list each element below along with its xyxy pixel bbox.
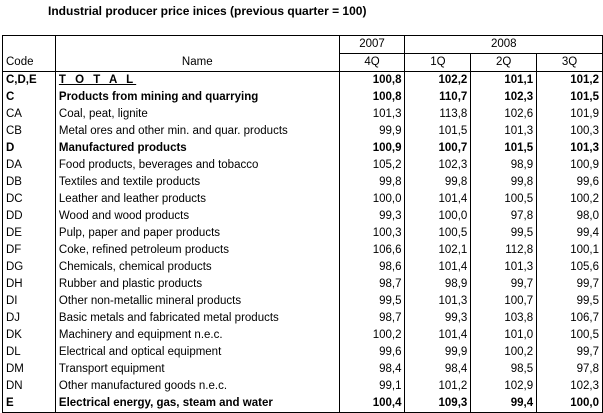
row-value: 101,2 bbox=[537, 72, 603, 90]
row-value: 100,8 bbox=[339, 72, 405, 90]
row-value: 101,9 bbox=[537, 106, 603, 123]
table-row bbox=[3, 157, 603, 174]
row-code: DK bbox=[3, 327, 56, 344]
row-value: 113,8 bbox=[405, 106, 471, 123]
row-code: DE bbox=[3, 225, 56, 242]
row-value: 101,3 bbox=[405, 293, 471, 310]
row-value: 101,5 bbox=[405, 123, 471, 140]
row-value: 98,9 bbox=[471, 157, 537, 174]
row-code: DF bbox=[3, 242, 56, 259]
row-name: Wood and wood products bbox=[55, 208, 339, 225]
row-value: 99,5 bbox=[471, 225, 537, 242]
row-value: 100,9 bbox=[339, 140, 405, 157]
row-value: 100,5 bbox=[471, 191, 537, 208]
price-index-table bbox=[2, 35, 603, 413]
row-value: 100,3 bbox=[537, 123, 603, 140]
row-value: 99,8 bbox=[405, 174, 471, 191]
row-value: 100,0 bbox=[537, 395, 603, 413]
row-value: 98,9 bbox=[405, 276, 471, 293]
row-value: 102,9 bbox=[471, 378, 537, 395]
row-name: Other manufactured goods n.e.c. bbox=[55, 378, 339, 395]
row-value: 102,3 bbox=[405, 157, 471, 174]
row-value: 99,5 bbox=[339, 293, 405, 310]
row-code: E bbox=[3, 395, 56, 413]
row-value: 101,2 bbox=[405, 378, 471, 395]
row-value: 99,6 bbox=[537, 174, 603, 191]
row-value: 98,6 bbox=[339, 259, 405, 276]
row-value: 110,7 bbox=[405, 89, 471, 106]
row-code: DL bbox=[3, 344, 56, 361]
row-name: Pulp, paper and paper products bbox=[55, 225, 339, 242]
row-value: 106,7 bbox=[537, 310, 603, 327]
header-name: Name bbox=[55, 54, 339, 72]
row-name: T O T A L bbox=[55, 72, 339, 90]
row-value: 99,5 bbox=[537, 293, 603, 310]
row-value: 100,9 bbox=[537, 157, 603, 174]
row-value: 100,2 bbox=[339, 327, 405, 344]
header-quarter: 4Q bbox=[339, 54, 405, 72]
row-code: DN bbox=[3, 378, 56, 395]
row-name: Metal ores and other min. and quar. products bbox=[55, 123, 339, 140]
row-name: Rubber and plastic products bbox=[55, 276, 339, 293]
row-value: 99,7 bbox=[537, 344, 603, 361]
row-value: 101,3 bbox=[537, 140, 603, 157]
row-value: 101,5 bbox=[471, 140, 537, 157]
header-quarter: 1Q bbox=[405, 54, 471, 72]
row-value: 101,0 bbox=[471, 327, 537, 344]
row-value: 101,3 bbox=[471, 123, 537, 140]
table-row bbox=[3, 72, 603, 90]
row-value: 97,8 bbox=[537, 361, 603, 378]
row-value: 109,3 bbox=[405, 395, 471, 413]
table-row bbox=[3, 310, 603, 327]
header-code: Code bbox=[3, 54, 56, 72]
row-value: 98,5 bbox=[471, 361, 537, 378]
row-value: 100,1 bbox=[537, 242, 603, 259]
row-code: DD bbox=[3, 208, 56, 225]
row-name: Products from mining and quarrying bbox=[55, 89, 339, 106]
row-value: 98,4 bbox=[405, 361, 471, 378]
row-value: 99,4 bbox=[537, 225, 603, 242]
table-row bbox=[3, 327, 603, 344]
row-value: 101,4 bbox=[405, 259, 471, 276]
row-code: DJ bbox=[3, 310, 56, 327]
row-name: Food products, beverages and tobacco bbox=[55, 157, 339, 174]
row-value: 100,5 bbox=[537, 327, 603, 344]
row-code: DM bbox=[3, 361, 56, 378]
row-value: 99,7 bbox=[537, 276, 603, 293]
row-name: Manufactured products bbox=[55, 140, 339, 157]
table-row bbox=[3, 208, 603, 225]
row-value: 99,3 bbox=[339, 208, 405, 225]
row-value: 101,3 bbox=[339, 106, 405, 123]
row-code: DH bbox=[3, 276, 56, 293]
row-code: DC bbox=[3, 191, 56, 208]
row-name: Textiles and textile products bbox=[55, 174, 339, 191]
row-code: DB bbox=[3, 174, 56, 191]
row-code: DA bbox=[3, 157, 56, 174]
row-value: 103,8 bbox=[471, 310, 537, 327]
row-value: 99,9 bbox=[339, 123, 405, 140]
row-value: 105,6 bbox=[537, 259, 603, 276]
table-row bbox=[3, 123, 603, 140]
table-row bbox=[3, 191, 603, 208]
row-code: DI bbox=[3, 293, 56, 310]
row-value: 100,7 bbox=[471, 293, 537, 310]
header-quarter: 2Q bbox=[471, 54, 537, 72]
row-code: DG bbox=[3, 259, 56, 276]
table-row bbox=[3, 89, 603, 106]
row-value: 102,2 bbox=[405, 72, 471, 90]
row-code: C,D,E bbox=[3, 72, 56, 90]
row-name: Electrical and optical equipment bbox=[55, 344, 339, 361]
table-row bbox=[3, 225, 603, 242]
row-name: Other non-metallic mineral products bbox=[55, 293, 339, 310]
row-value: 100,4 bbox=[339, 395, 405, 413]
table-row bbox=[3, 259, 603, 276]
row-value: 102,1 bbox=[405, 242, 471, 259]
header-row-years bbox=[3, 36, 603, 54]
row-value: 99,3 bbox=[405, 310, 471, 327]
row-value: 99,8 bbox=[471, 174, 537, 191]
row-value: 99,6 bbox=[339, 344, 405, 361]
table-row bbox=[3, 361, 603, 378]
row-code: C bbox=[3, 89, 56, 106]
row-name: Machinery and equipment n.e.c. bbox=[55, 327, 339, 344]
header-year-2007: 2007 bbox=[339, 36, 405, 54]
row-value: 101,3 bbox=[471, 259, 537, 276]
row-value: 101,4 bbox=[405, 191, 471, 208]
row-code: CA bbox=[3, 106, 56, 123]
row-value: 105,2 bbox=[339, 157, 405, 174]
table-row bbox=[3, 378, 603, 395]
row-value: 99,9 bbox=[405, 344, 471, 361]
row-value: 100,0 bbox=[339, 191, 405, 208]
row-code: D bbox=[3, 140, 56, 157]
row-name: Coke, refined petroleum products bbox=[55, 242, 339, 259]
row-name: Chemicals, chemical products bbox=[55, 259, 339, 276]
row-value: 101,5 bbox=[537, 89, 603, 106]
row-value: 98,0 bbox=[537, 208, 603, 225]
row-value: 101,1 bbox=[471, 72, 537, 90]
row-value: 98,4 bbox=[339, 361, 405, 378]
table-row bbox=[3, 276, 603, 293]
row-value: 99,1 bbox=[339, 378, 405, 395]
row-value: 100,8 bbox=[339, 89, 405, 106]
header-row-labels bbox=[3, 54, 603, 72]
table-row bbox=[3, 242, 603, 259]
table-row bbox=[3, 140, 603, 157]
row-name: Coal, peat, lignite bbox=[55, 106, 339, 123]
row-code: CB bbox=[3, 123, 56, 140]
row-value: 97,8 bbox=[471, 208, 537, 225]
row-value: 100,7 bbox=[405, 140, 471, 157]
row-value: 101,4 bbox=[405, 327, 471, 344]
row-value: 98,7 bbox=[339, 276, 405, 293]
table-row bbox=[3, 106, 603, 123]
row-name: Electrical energy, gas, steam and water bbox=[55, 395, 339, 413]
row-value: 112,8 bbox=[471, 242, 537, 259]
table-row bbox=[3, 395, 603, 413]
row-name: Basic metals and fabricated metal products bbox=[55, 310, 339, 327]
row-value: 100,2 bbox=[471, 344, 537, 361]
row-value: 100,0 bbox=[405, 208, 471, 225]
row-value: 102,3 bbox=[471, 89, 537, 106]
row-value: 102,6 bbox=[471, 106, 537, 123]
table-row bbox=[3, 293, 603, 310]
table-title: Industrial producer price inices (previous quarter = 100) bbox=[48, 4, 367, 18]
row-name: Leather and leather products bbox=[55, 191, 339, 208]
table-row bbox=[3, 344, 603, 361]
row-value: 99,8 bbox=[339, 174, 405, 191]
row-value: 100,5 bbox=[405, 225, 471, 242]
row-value: 106,6 bbox=[339, 242, 405, 259]
row-value: 100,2 bbox=[537, 191, 603, 208]
row-value: 98,7 bbox=[339, 310, 405, 327]
row-value: 100,3 bbox=[339, 225, 405, 242]
row-value: 99,7 bbox=[471, 276, 537, 293]
header-quarter: 3Q bbox=[537, 54, 603, 72]
row-value: 99,4 bbox=[471, 395, 537, 413]
header-year-2008: 2008 bbox=[405, 36, 603, 54]
row-value: 102,3 bbox=[537, 378, 603, 395]
table-row bbox=[3, 174, 603, 191]
row-name: Transport equipment bbox=[55, 361, 339, 378]
